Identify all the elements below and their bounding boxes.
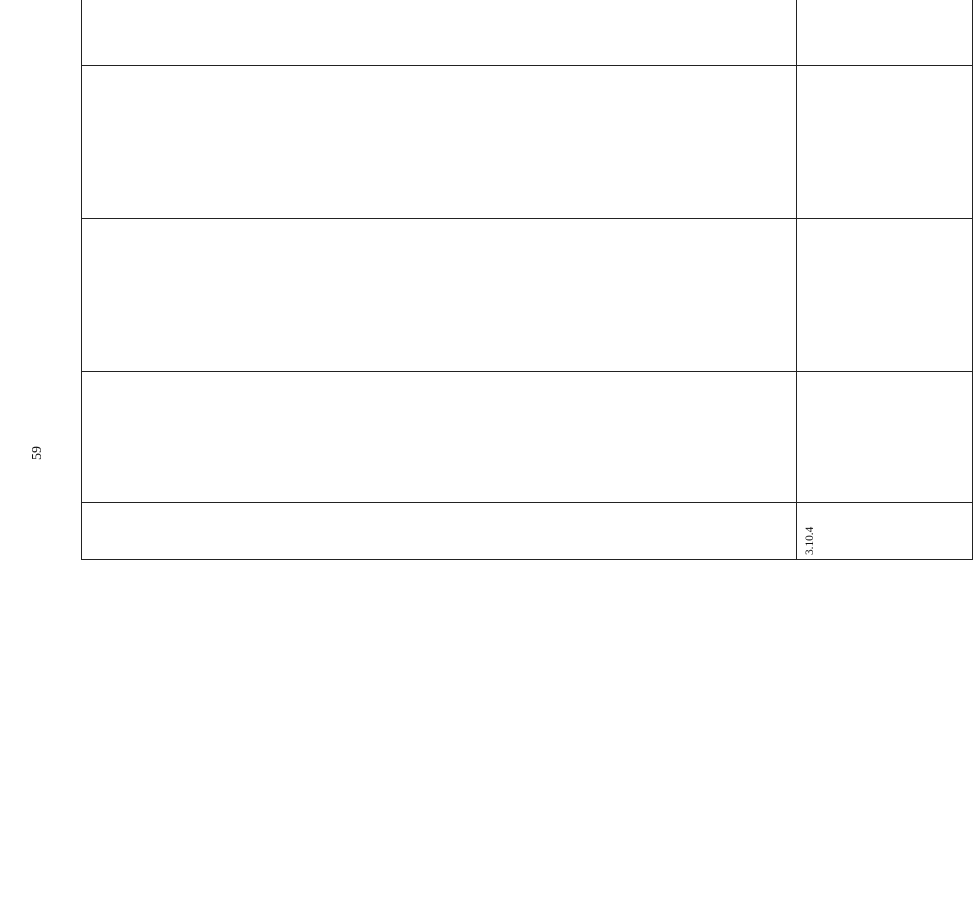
empty-cell (82, 66, 797, 219)
empty-cell (797, 372, 972, 503)
empty-cell (82, 372, 797, 503)
empty-cell (797, 219, 972, 372)
table-row (797, 0, 972, 560)
empty-cell (797, 66, 972, 219)
table-row (82, 0, 797, 560)
empty-cell (797, 0, 972, 66)
page-number: 59 (30, 446, 45, 460)
rotated-table-container (81, 17, 817, 897)
code-cell (82, 503, 797, 560)
empty-cell (82, 0, 797, 66)
criteria-table (81, 0, 973, 560)
code-cell: 3.10.4 (797, 503, 972, 560)
table-inner (81, 0, 817, 560)
empty-cell (82, 219, 797, 372)
